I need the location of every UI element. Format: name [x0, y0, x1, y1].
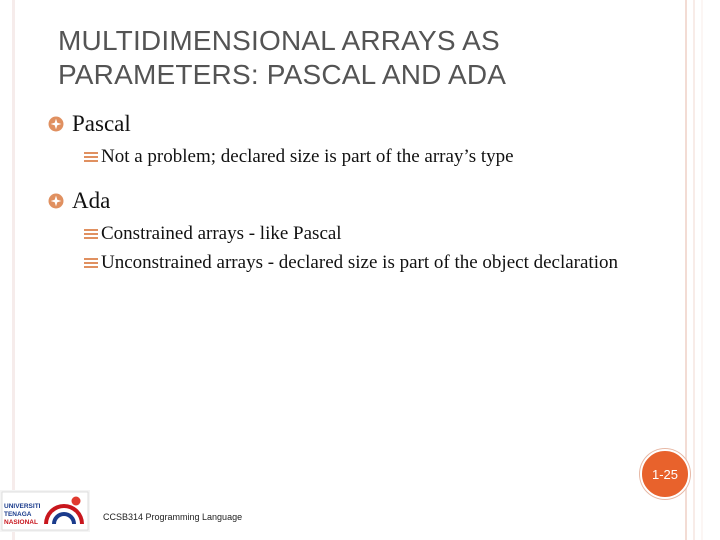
sub-bullet [48, 142, 688, 171]
slide-title-line-2: PARAMETERS: PASCAL AND ADA [58, 59, 507, 90]
sub-bullet [48, 219, 688, 248]
university-logo [0, 490, 90, 532]
three-lines-icon [84, 150, 98, 164]
sub-bullet-text: Constrained arrays - like Pascal [101, 223, 342, 244]
svg-text:UNIVERSITI: UNIVERSITI [4, 503, 41, 510]
footer-text: CCSB314 Programming Language [103, 512, 243, 522]
bullet-pascal [48, 108, 688, 140]
bullet-list [48, 108, 688, 277]
slide-title [58, 24, 658, 92]
left-decorative-rule [12, 0, 15, 540]
sub-bullet-text: Not a problem; declared size is part of the array’s type [101, 146, 514, 167]
page-number: 1-25 [651, 466, 679, 482]
svg-text:NASIONAL: NASIONAL [4, 519, 38, 526]
slide-title-line-1: MULTIDIMENSIONAL ARRAYS AS [58, 25, 500, 56]
sub-bullet [48, 248, 688, 277]
bullet-label: Pascal [72, 111, 131, 136]
sub-bullet-text: Unconstrained arrays - declared size is part of the object declaration [101, 252, 618, 273]
diamond-star-icon [48, 116, 64, 132]
svg-text:TENAGA: TENAGA [4, 511, 32, 518]
diamond-star-icon [48, 193, 64, 209]
bullet-ada [48, 185, 688, 217]
three-lines-icon [84, 256, 98, 270]
bullet-label: Ada [72, 188, 111, 213]
page-number-badge [640, 449, 690, 499]
three-lines-icon [84, 227, 98, 241]
